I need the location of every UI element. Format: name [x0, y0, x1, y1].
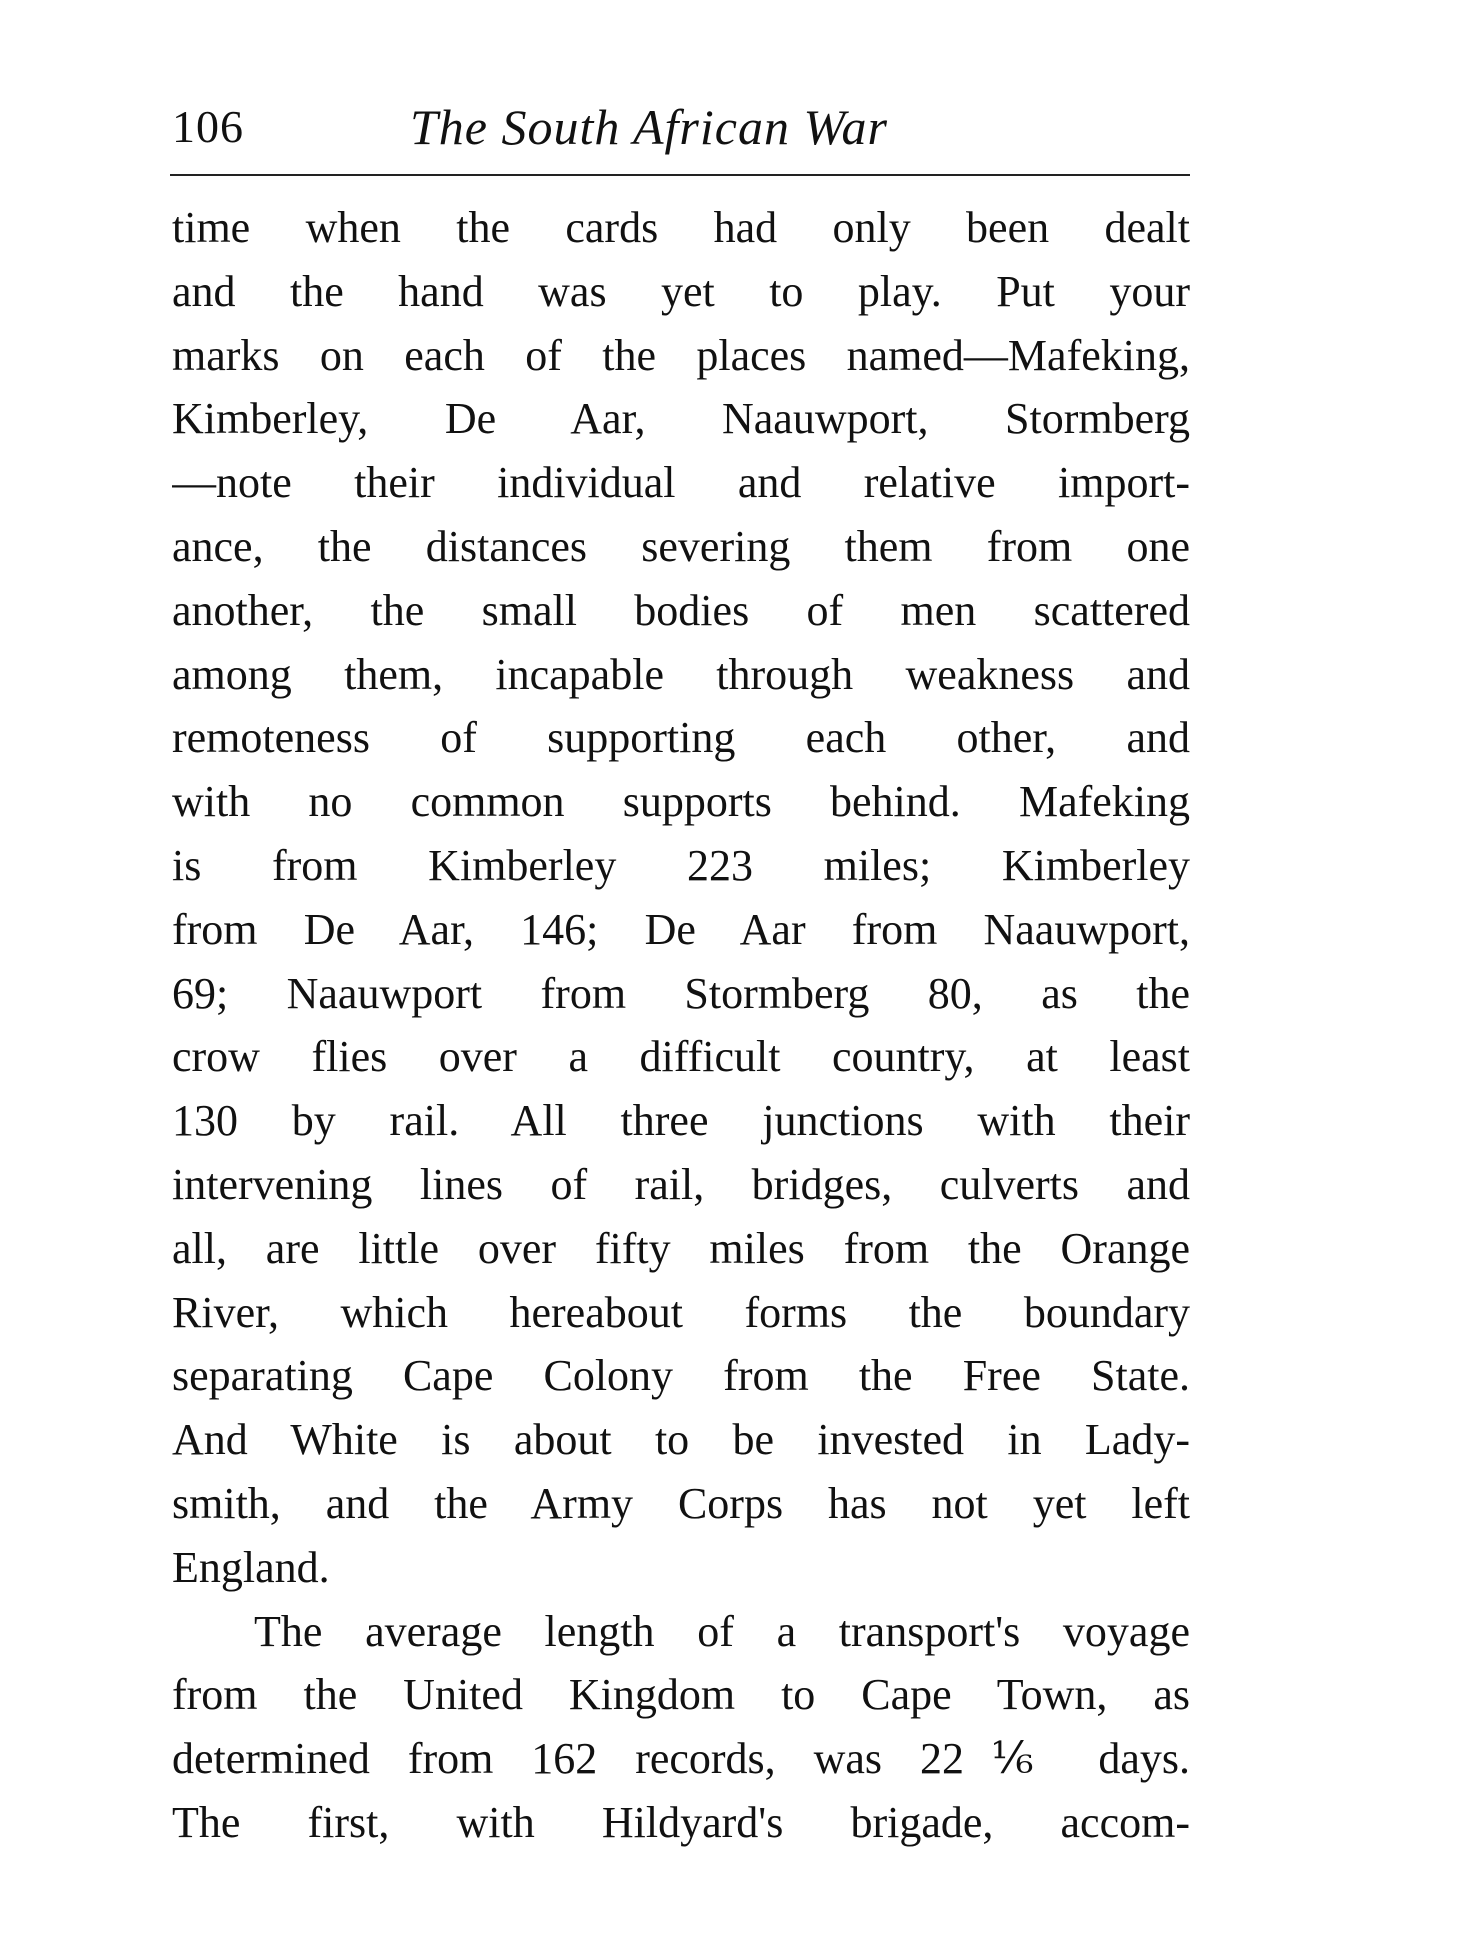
text-line: crow flies over a difficult country, at least	[172, 1032, 1190, 1082]
text-line: ance, the distances severing them from one	[172, 521, 1190, 571]
text-line: and the hand was yet to play. Put your	[172, 266, 1190, 316]
text-line: —note their individual and relative import-	[172, 458, 1190, 508]
text-line: separating Cape Colony from the Free State.	[172, 1351, 1190, 1401]
body-text	[172, 196, 1190, 1855]
text-line: another, the small bodies of men scattered	[172, 585, 1190, 635]
text-line: with no common supports behind. Mafeking	[172, 777, 1190, 827]
page-number: 106	[172, 101, 244, 152]
text-line: from the United Kingdom to Cape Town, as	[172, 1670, 1190, 1720]
text-line: determined from 162 records, was 22⅙ days.	[172, 1734, 1190, 1784]
text-line: 69; Naauwport from Stormberg 80, as the	[172, 968, 1190, 1018]
text-line: among them, incapable through weakness and	[172, 649, 1190, 699]
text-line: intervening lines of rail, bridges, culverts and	[172, 1159, 1190, 1209]
text-line: is from Kimberley 223 miles; Kimberley	[172, 840, 1190, 890]
text-line: Kimberley, De Aar, Naauwport, Stormberg	[172, 394, 1190, 444]
header-rule	[170, 174, 1190, 176]
text-line: River, which hereabout forms the boundary	[172, 1287, 1190, 1337]
paragraph-start-line: The average length of a transport's voyage	[254, 1606, 1190, 1656]
running-head	[172, 92, 1190, 162]
text-line: The first, with Hildyard's brigade, accom-	[172, 1797, 1190, 1847]
running-title: The South African War	[410, 99, 888, 155]
text-line: smith, and the Army Corps has not yet left	[172, 1478, 1190, 1528]
paragraph-end-line: England.	[172, 1542, 330, 1592]
text-line: And White is about to be invested in Lady-	[172, 1415, 1190, 1465]
text-line: all, are little over fifty miles from the Orange	[172, 1223, 1190, 1273]
text-line: 130 by rail. All three junctions with their	[172, 1096, 1190, 1146]
text-line: marks on each of the places named—Mafeking,	[172, 330, 1190, 380]
text-line: from De Aar, 146; De Aar from Naauwport,	[172, 904, 1190, 954]
text-line: time when the cards had only been dealt	[172, 203, 1190, 252]
text-line: remoteness of supporting each other, and	[172, 713, 1190, 763]
